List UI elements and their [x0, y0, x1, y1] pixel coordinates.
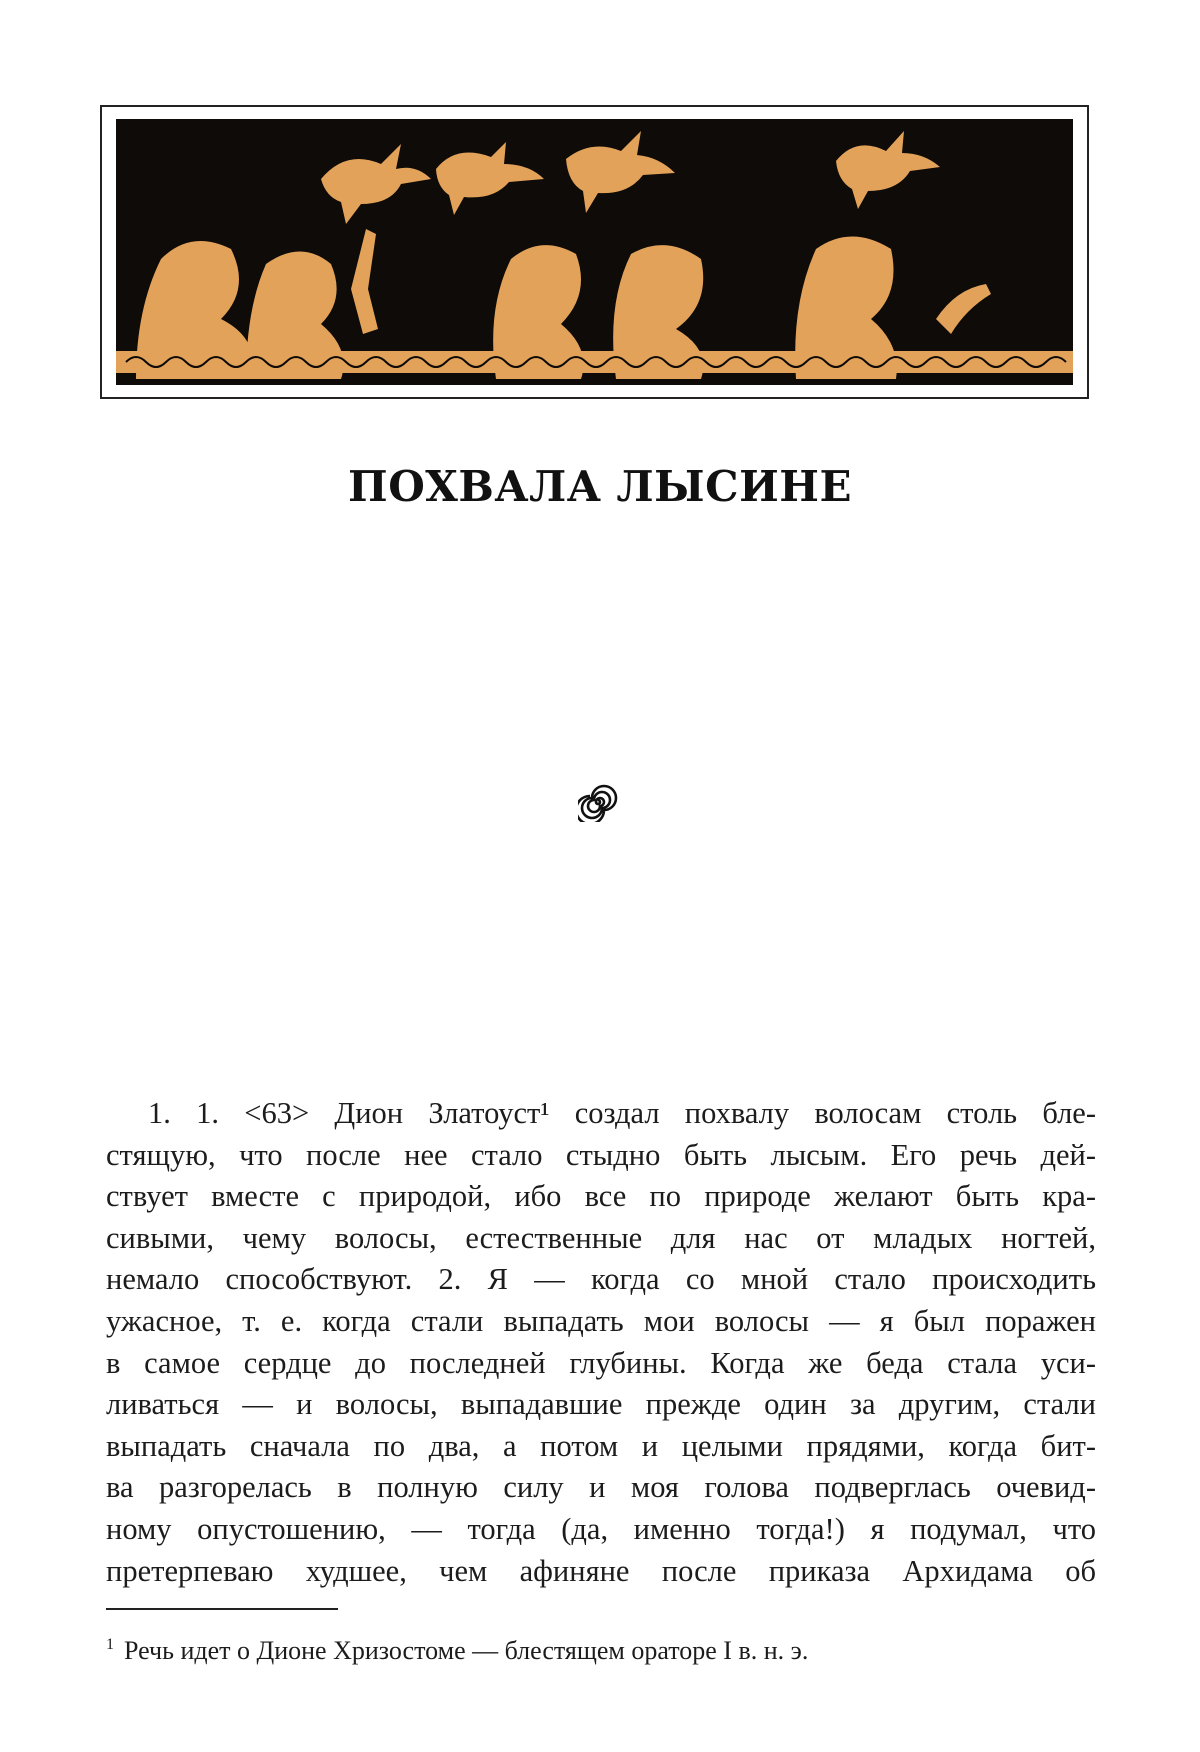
paragraph-line: претерпеваю худшее, чем афиняне после приказа Архидама об: [106, 1553, 1096, 1588]
footnote-text: Речь идет о Дионе Хризостоме — блестящем ораторе I в. н. э.: [124, 1636, 809, 1665]
main-paragraph: [106, 1093, 1096, 1592]
page-title: ПОХВАЛА ЛЫСИНЕ: [348, 462, 852, 511]
paragraph-line: немало способствуют. 2. Я — когда со мной стало происходить: [106, 1262, 1096, 1297]
paragraph-line: 1. 1. <63> Дион Златоуст¹ создал похвалу волосам столь бле-: [148, 1096, 1096, 1130]
paragraph-line: ужасное, т. е. когда стали выпадать мои волосы — я был поражен: [106, 1303, 1096, 1338]
paragraph-line: ствует вместе с природой, ибо все по природе желают быть кра-: [106, 1179, 1096, 1214]
footnote: [106, 1636, 1096, 1666]
paragraph-line: в самое сердце до последней глубины. Когда же беда стала уси-: [106, 1345, 1096, 1380]
spiral-icon: [578, 782, 618, 822]
paragraph-line: выпадать сначала по два, а потом и целыми прядями, когда бит-: [106, 1428, 1096, 1463]
paragraph-line: ливаться — и волосы, выпадавшие прежде один за другим, стали: [106, 1387, 1096, 1422]
paragraph-line: стящую, что после нее стало стыдно быть лысым. Его речь дей-: [106, 1137, 1096, 1172]
paragraph-line: ному опустошению, — тогда (да, именно тогда!) я подумал, что: [106, 1511, 1096, 1546]
greek-vase-frieze: [100, 105, 1089, 399]
footnote-divider: [106, 1608, 338, 1610]
vase-painting-image: [116, 119, 1073, 385]
footnote-mark: 1: [106, 1636, 114, 1653]
paragraph-line: сивыми, чему волосы, естественные для нас от младых ногтей,: [106, 1220, 1096, 1255]
paragraph-line: ва разгорелась в полную силу и моя голова подверглась очевид-: [106, 1470, 1096, 1505]
